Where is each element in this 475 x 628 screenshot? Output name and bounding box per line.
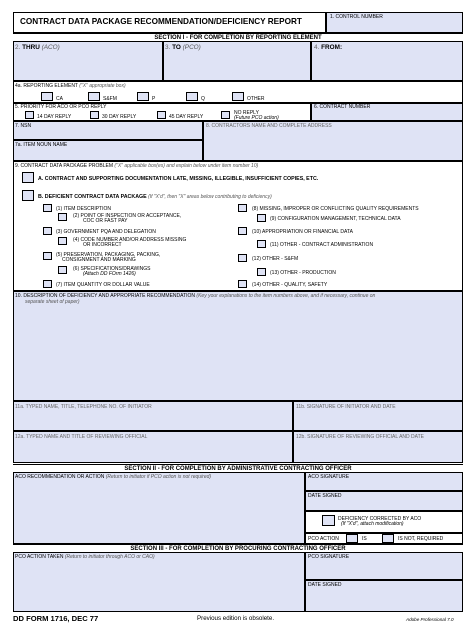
nsn-field[interactable] bbox=[13, 121, 203, 140]
deficiency-corrected-hint: (If "X'd", attach modification) bbox=[341, 521, 404, 527]
item-10-label: (10) APPROPRIATION OR FINANCIAL DATA bbox=[252, 229, 353, 235]
item-2-label-cont: COC OR FAST PAY bbox=[83, 218, 128, 224]
item-4-checkbox[interactable] bbox=[58, 237, 67, 245]
pco-signature-label: PCO SIGNATURE bbox=[308, 554, 350, 560]
aco-signature-label: ACO SIGNATURE bbox=[308, 474, 350, 480]
description-label: 10. DESCRIPTION OF DEFICIENCY AND APPROPRIATE RECOMMENDATION (Key your explanations to the item numbers above, and if necessary, continue on bbox=[15, 293, 376, 299]
thru-label: 2. THRU (ACO) bbox=[15, 44, 60, 51]
item-13-label: (13) OTHER - PRODUCTION bbox=[270, 270, 336, 276]
priority-14-checkbox[interactable] bbox=[25, 111, 34, 119]
contract-number-label: 6. CONTRACT NUMBER bbox=[314, 104, 371, 110]
item-2-label: (2) POINT OF INSPECTION OR ACCEPTANCE, bbox=[73, 213, 182, 219]
control-number-label: 1. CONTROL NUMBER bbox=[330, 14, 383, 20]
description-hint-cont: separate sheet of paper) bbox=[25, 299, 80, 305]
element-sfm-checkbox[interactable] bbox=[88, 92, 100, 101]
priority-label: 5. PRIORITY FOR ACO OR PCO REPLY bbox=[15, 104, 107, 110]
pco-action-taken-field[interactable] bbox=[13, 552, 305, 612]
item-12-checkbox[interactable] bbox=[238, 254, 247, 262]
pco-action-is-checkbox[interactable] bbox=[346, 534, 358, 543]
reviewer-name-label: 12a. TYPED NAME AND TITLE OF REVIEWING OFFICIAL bbox=[15, 434, 148, 440]
element-ca-label: CA bbox=[56, 96, 63, 102]
item-14-label: (14) OTHER - QUALITY, SAFETY bbox=[252, 282, 328, 288]
nsn-label: 7. NSN bbox=[15, 123, 32, 129]
priority-45-label: 45 DAY REPLY bbox=[169, 114, 204, 120]
pco-action-is-not-checkbox[interactable] bbox=[382, 534, 394, 543]
item-12-label: (12) OTHER - S&FM bbox=[252, 256, 299, 262]
element-q-checkbox[interactable] bbox=[186, 92, 198, 101]
aco-date-signed-label: DATE SIGNED bbox=[308, 493, 342, 499]
priority-none-checkbox[interactable] bbox=[221, 111, 230, 119]
problem-b-checkbox[interactable] bbox=[22, 190, 34, 201]
item-6-label: (6) SPECIFICATIONS/DRAWINGS bbox=[73, 266, 151, 272]
priority-45-checkbox[interactable] bbox=[157, 111, 166, 119]
item-3-checkbox[interactable] bbox=[43, 227, 52, 235]
reporting-element-label: 4a. REPORTING ELEMENT ("X" appropriate box) bbox=[15, 83, 126, 89]
priority-none-label: NO REPLY bbox=[234, 110, 259, 116]
problem-a-checkbox[interactable] bbox=[22, 172, 34, 183]
pco-action-label: PCO ACTION bbox=[308, 536, 339, 542]
form-title: CONTRACT DATA PACKAGE RECOMMENDATION/DEFICIENCY REPORT bbox=[20, 17, 302, 26]
problem-b-label: B. DEFICIENT CONTRACT DATA PACKAGE (If "X'd", then "X" areas below contributing to deficiency) bbox=[38, 194, 272, 200]
priority-none-hint: (Future PCO action) bbox=[234, 115, 279, 121]
pco-action-is-label: IS bbox=[362, 536, 367, 542]
element-p-label: P bbox=[152, 96, 156, 102]
item-5-label-cont: CONSIGNMENT AND MARKING bbox=[62, 257, 136, 263]
item-4-label: (4) CODE NUMBER AND/OR ADDRESS MISSING bbox=[73, 237, 187, 243]
item-9-label: (9) CONFIGURATION MANAGEMENT, TECHNICAL DATA bbox=[270, 216, 401, 222]
item-1-checkbox[interactable] bbox=[43, 204, 52, 212]
item-14-checkbox[interactable] bbox=[238, 280, 247, 288]
item-5-checkbox[interactable] bbox=[43, 252, 52, 260]
reviewer-signature-label: 12b. SIGNATURE OF REVIEWING OFFICIAL AND DATE bbox=[296, 434, 424, 440]
element-p-checkbox[interactable] bbox=[137, 92, 149, 101]
element-q-label: Q bbox=[201, 96, 205, 102]
from-label: 4. FROM: bbox=[314, 44, 343, 51]
pco-action-taken-label: PCO ACTION TAKEN (Return to initiator through ACO or CAO) bbox=[15, 554, 155, 560]
initiator-signature-label: 11b. SIGNATURE OF INITIATOR AND DATE bbox=[296, 404, 396, 410]
item-8-checkbox[interactable] bbox=[238, 204, 247, 212]
software-note: Adobe Professional 7.0 bbox=[406, 617, 454, 622]
item-13-checkbox[interactable] bbox=[257, 268, 266, 276]
section-2-header: SECTION II - FOR COMPLETION BY ADMINISTRATIVE CONTRACTING OFFICER bbox=[13, 464, 463, 474]
initiator-name-label: 11a. TYPED NAME, TITLE, TELEPHONE NO. OF INITIATOR bbox=[15, 404, 152, 410]
problem-a-label: A. CONTRACT AND SUPPORTING DOCUMENTATION LATE, MISSING, ILLEGIBLE, INSUFFICIENT COPIES, ETC. bbox=[38, 176, 319, 182]
element-other-label: OTHER bbox=[247, 96, 265, 102]
item-3-label: (3) GOVERNMENT PQA AND DELEGATION bbox=[56, 229, 156, 235]
item-noun-label: 7a. ITEM NOUN NAME bbox=[15, 142, 68, 148]
item-2-checkbox[interactable] bbox=[58, 213, 67, 221]
element-other-checkbox[interactable] bbox=[232, 92, 244, 101]
item-6-checkbox[interactable] bbox=[58, 266, 67, 274]
contractors-label: 8. CONTRACTORS NAME AND COMPLETE ADDRESS bbox=[206, 123, 332, 129]
item-7-checkbox[interactable] bbox=[43, 280, 52, 288]
priority-14-label: 14 DAY REPLY bbox=[37, 114, 72, 120]
to-label: 3. TO (PCO) bbox=[165, 44, 201, 51]
item-11-checkbox[interactable] bbox=[257, 240, 266, 248]
form-identifier: DD FORM 1716, DEC 77 bbox=[13, 614, 99, 623]
section-1-header: SECTION I - FOR COMPLETION BY REPORTING ELEMENT bbox=[13, 33, 463, 43]
priority-30-label: 30 DAY REPLY bbox=[102, 114, 137, 120]
item-6-label-cont: (Attach DD FOrm 1426) bbox=[83, 271, 136, 277]
aco-recommendation-field[interactable] bbox=[13, 472, 305, 544]
item-9-checkbox[interactable] bbox=[257, 214, 266, 222]
item-4-label-cont: OR INCORRECT bbox=[83, 242, 122, 248]
deficiency-corrected-checkbox[interactable] bbox=[322, 515, 335, 526]
element-ca-checkbox[interactable] bbox=[41, 92, 53, 101]
item-1-label: (1) ITEM DESCRIPTION bbox=[56, 206, 112, 212]
pco-date-signed-label: DATE SIGNED bbox=[308, 582, 342, 588]
aco-recommendation-label: ACO RECOMMENDATION OR ACTION (Return to initiator if PCO action is not required) bbox=[15, 474, 212, 480]
deficiency-corrected-label: DEFICIENCY CORRECTED BY ACO bbox=[338, 516, 422, 522]
item-5-label: (5) PRESERVATION, PACKAGING, PACKING, bbox=[56, 252, 161, 258]
item-7-label: (7) ITEM QUANTITY OR DOLLAR VALUE bbox=[56, 282, 150, 288]
item-11-label: (11) OTHER - CONTRACT ADMINISTRATION bbox=[270, 242, 374, 248]
pco-action-is-not-label: IS NOT, REQUIRED bbox=[398, 536, 444, 542]
description-field[interactable] bbox=[13, 291, 463, 401]
priority-30-checkbox[interactable] bbox=[90, 111, 99, 119]
item-10-checkbox[interactable] bbox=[238, 227, 247, 235]
item-8-label: (8) MISSING, IMPROPER OR CONFLICTING QUALITY REQUIREMENTS bbox=[252, 206, 419, 212]
section-3-header: SECTION III - FOR COMPLETION BY PROCURING CONTRACTING OFFICER bbox=[13, 544, 463, 554]
obsolete-note: Previous edition is obsolete. bbox=[197, 615, 275, 622]
element-sfm-label: S&FM bbox=[103, 96, 117, 102]
problem-label: 9. CONTRACT DATA PACKAGE PROBLEM ("X" applicable box(es) and explain below under item number 10) bbox=[15, 163, 259, 169]
